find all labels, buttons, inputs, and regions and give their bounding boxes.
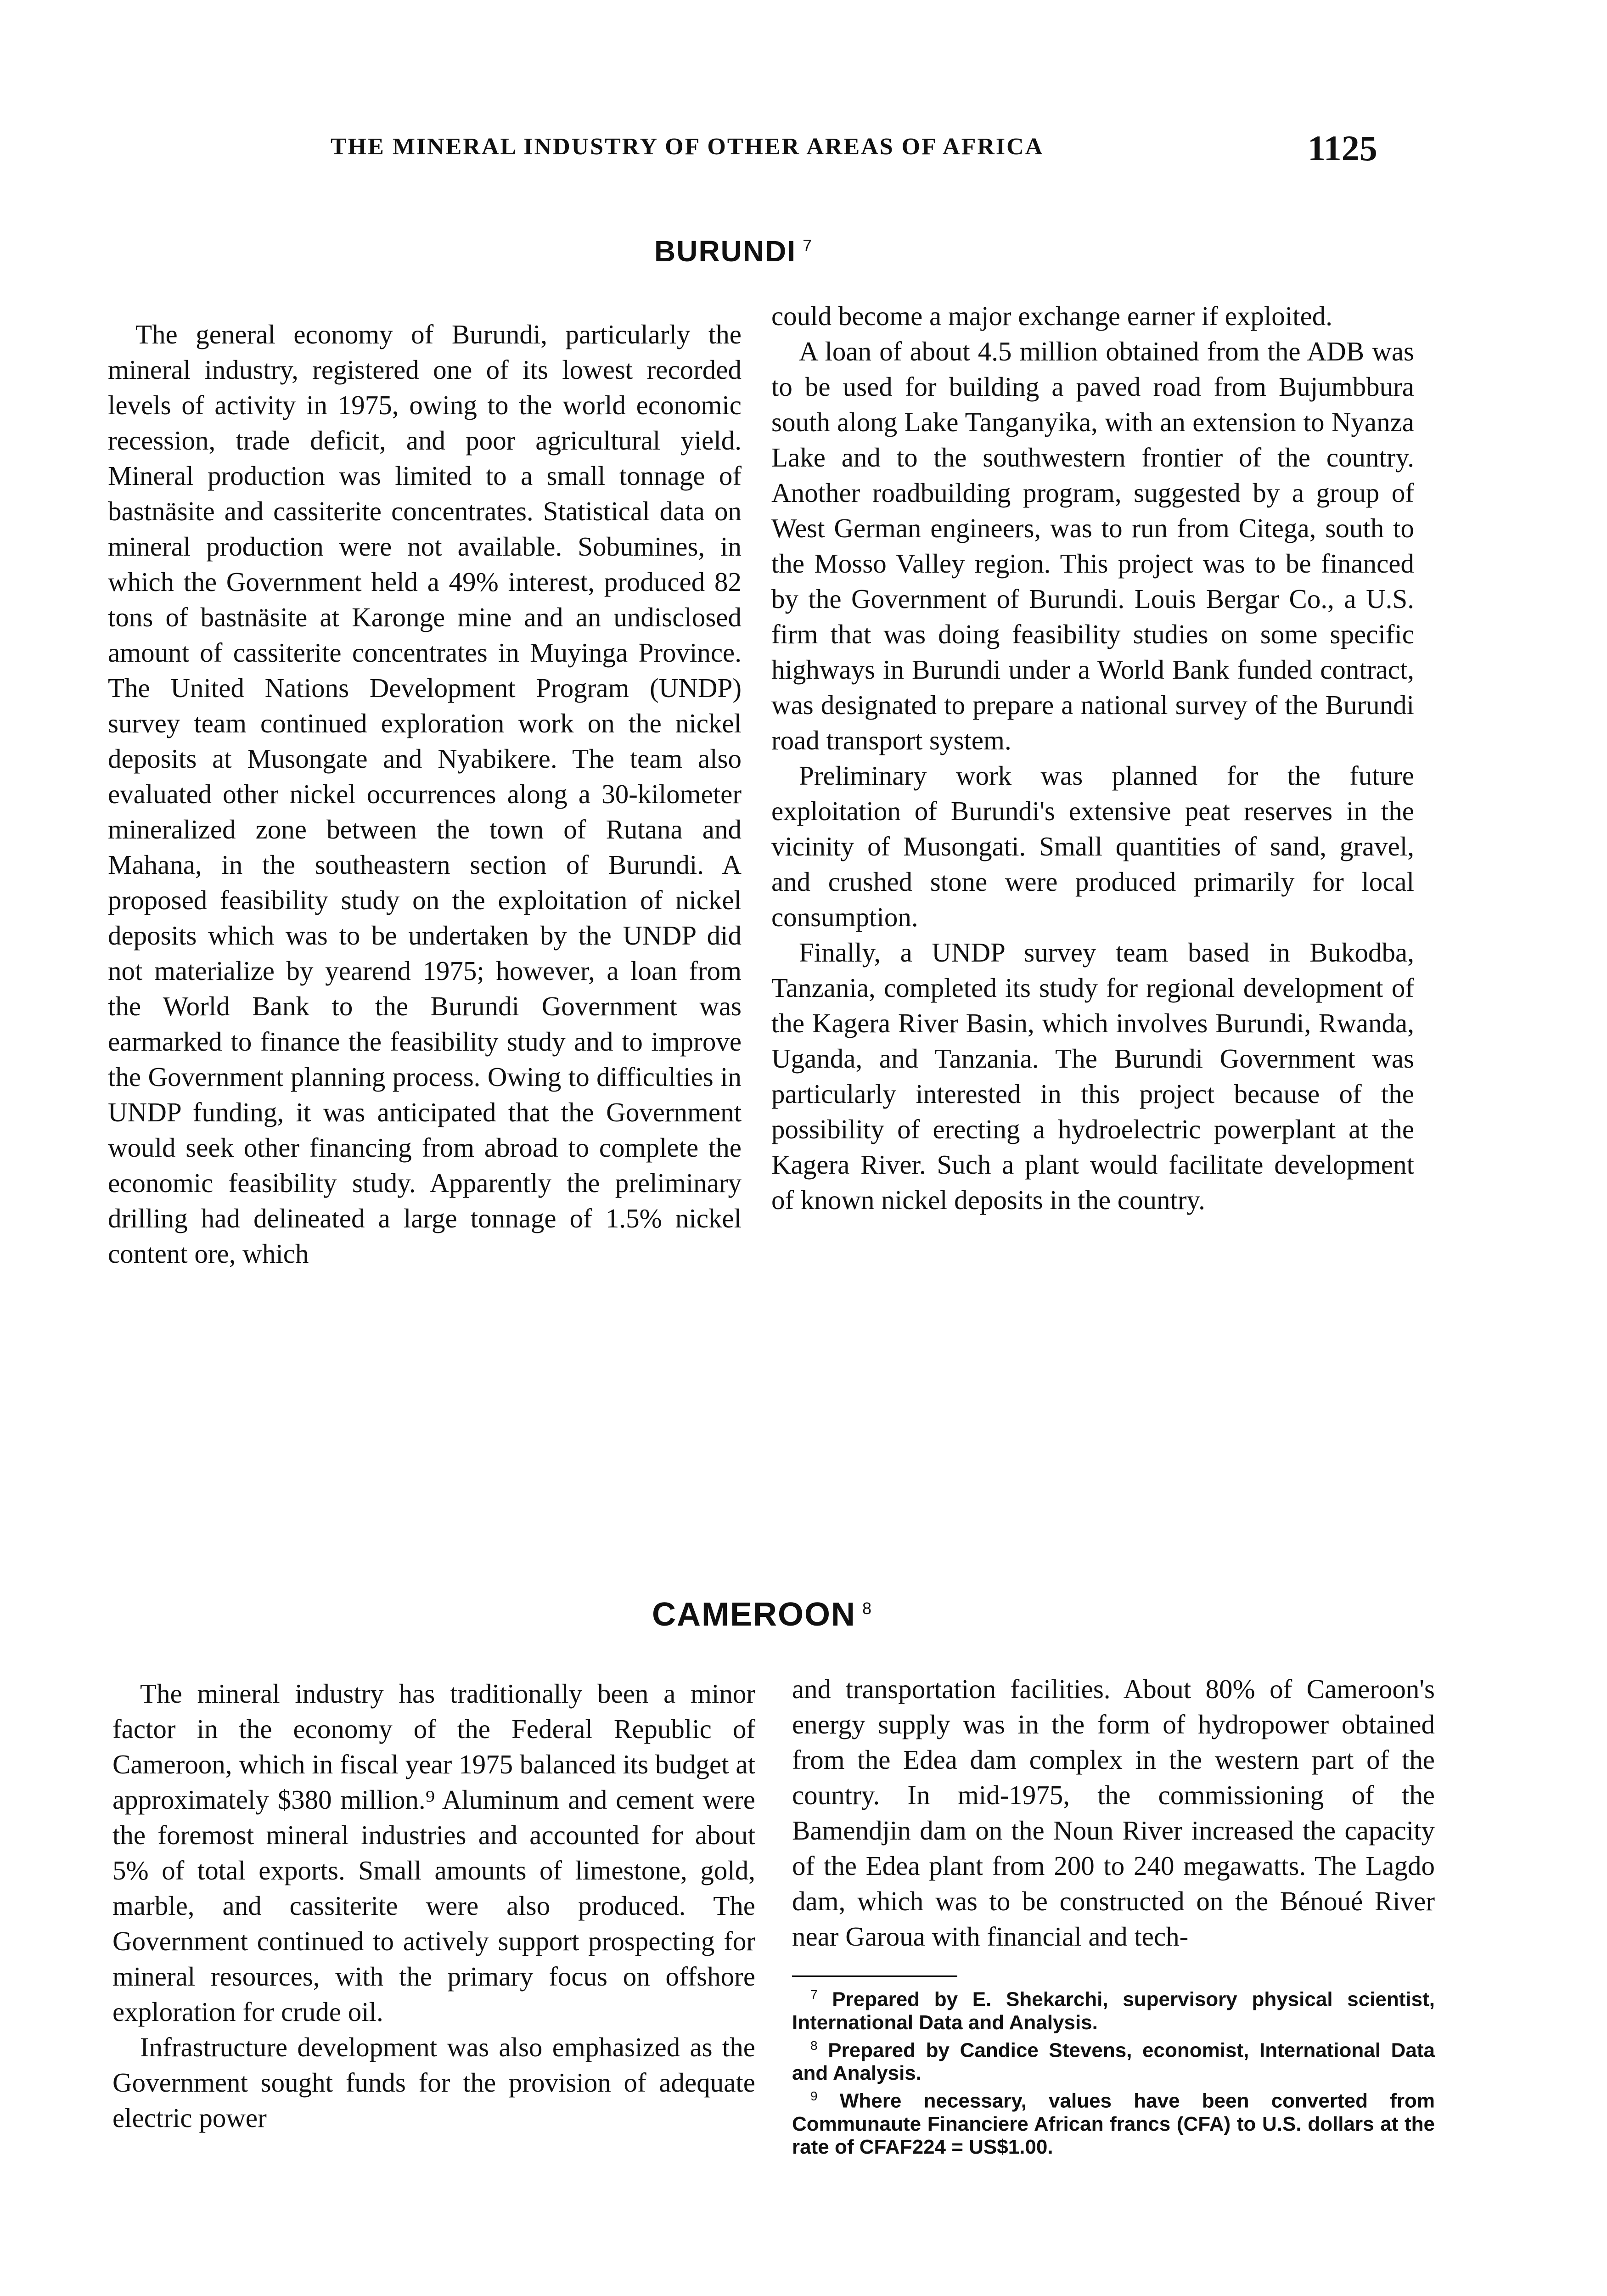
section-title-cameroon [652,1596,872,1633]
footnote-ref: 7 [803,236,813,255]
footnote-text: Prepared by E. Shekarchi, supervisory physical scientist, International Data and Analysis. [792,1988,1435,2034]
burundi-left-column [108,317,742,1272]
footnote-number: 9 [810,2089,818,2104]
burundi-right-column [771,298,1414,1218]
footnote [792,2034,1435,2085]
footnotes [792,1983,1435,2159]
paragraph: Finally, a UNDP survey team based in Bukodba, Tanzania, completed its study for regional development of the Kagera River Basin, which involves Burundi, Rwanda, Uganda, and Tanzania. The Burundi Government was particularly interested in this project because of the possibility of erecting a hydroelectric powerplant at the Kagera River. Such a plant would facilitate development of known nickel deposits in the country. [771,937,1414,1215]
section-title-text: BURUNDI [654,235,797,268]
page-number: 1125 [1308,128,1377,168]
footnote-text: Prepared by Candice Stevens, economist, International Data and Analysis. [792,2039,1435,2085]
paragraph: A loan of about 4.5 million obtained from the ADB was to be used for building a paved road from Bujumbbura south along Lake Tanganyika, with an extension to Nyanza Lake and to the southwestern frontier of the country. Another roadbuilding program, suggested by a group of West German engineers, was to run from Citega, south to the Mosso Valley region. This project was to be financed by the Government of Burundi. Louis Bergar Co., a U.S. firm that was doing feasibility studies on some specific highways in Burundi under a World Bank funded contract, was designated to prepare a national survey of the Burundi road transport system. [771,336,1414,755]
paragraph: and transportation facilities. About 80% of Cameroon's energy supply was in the form of hydropower obtained from the Edea dam complex in the western part of the country. In mid-1975, the commissioning of the Bamendjin dam on the Noun River increased the capacity of the Edea plant from 200 to 240 megawatts. The Lagdo dam, which was to be constructed on the Bénoué River near Garoua with financial and tech- [792,1674,1435,1952]
paragraph: could become a major exchange earner if exploited. [771,301,1333,331]
paragraph: The mineral industry has traditionally been a minor factor in the economy of the Federal Republic of Cameroon, which in fiscal year 1975 balanced its budget at approximately $380 million.⁹ Aluminum and cement were the foremost mineral industries and accounted for about 5% of total exports. Small amounts of limestone, gold, marble, and cassiterite were also produced. The Government continued to actively support prospecting for mineral resources, with the primary focus on offshore exploration for crude oil. [112,1678,755,2027]
paragraph: The general economy of Burundi, particularly the mineral industry, registered one of its lowest recorded levels of activity in 1975, owing to the world economic recession, trade deficit, and poor agricultural yield. Mineral production was limited to a small tonnage of bastnäsite and cassiterite concentrates. Statistical data on mineral production were not available. Sobumines, in which the Government held a 49% interest, produced 82 tons of bastnäsite at Karonge mine and an undisclosed amount of cassiterite concentrates in Muyinga Province. The United Nations Development Program (UNDP) survey team continued exploration work on the nickel deposits at Musongate and Nyabikere. The team also evaluated other nickel occurrences along a 30-kilometer mineralized zone between the town of Rutana and Mahana, in the southeastern section of Burundi. A proposed feasibility study on the exploitation of nickel deposits which was to be undertaken by the UNDP did not materialize by yearend 1975; however, a loan from the World Bank to the Burundi Government was earmarked to finance the feasibility study and to improve the Government planning process. Owing to difficulties in UNDP funding, it was anticipated that the Government would seek other financing from abroad to complete the economic feasibility study. Apparently the preliminary drilling had delineated a large tonnage of 1.5% nickel content ore, which [108,319,742,1269]
footnote-number: 8 [810,2038,818,2053]
cameroon-right-column [792,1671,1435,2159]
footnote-text: Where necessary, values have been converted from Communaute Financiere African francs (CFA) to U.S. dollars at the rate of CFAF224 = US$1.00. [792,2089,1435,2158]
footnote [792,2085,1435,2159]
paragraph: Preliminary work was planned for the future exploitation of Burundi's extensive peat reserves in the vicinity of Musongati. Small quantities of sand, gravel, and crushed stone were produced primarily for local consumption. [771,760,1414,932]
section-title-burundi [654,234,813,268]
cameroon-left-column [112,1676,755,2136]
footnote-divider [792,1975,957,1977]
paragraph: Infrastructure development was also emphasized as the Government sought funds for the provision of adequate electric power [112,2032,755,2133]
footnote [792,1983,1435,2034]
footnote-number: 7 [810,1987,818,2002]
section-title-text: CAMEROON [652,1596,856,1633]
footnote-ref: 8 [862,1599,873,1618]
running-head: THE MINERAL INDUSTRY OF OTHER AREAS OF AFRICA [331,134,1044,160]
